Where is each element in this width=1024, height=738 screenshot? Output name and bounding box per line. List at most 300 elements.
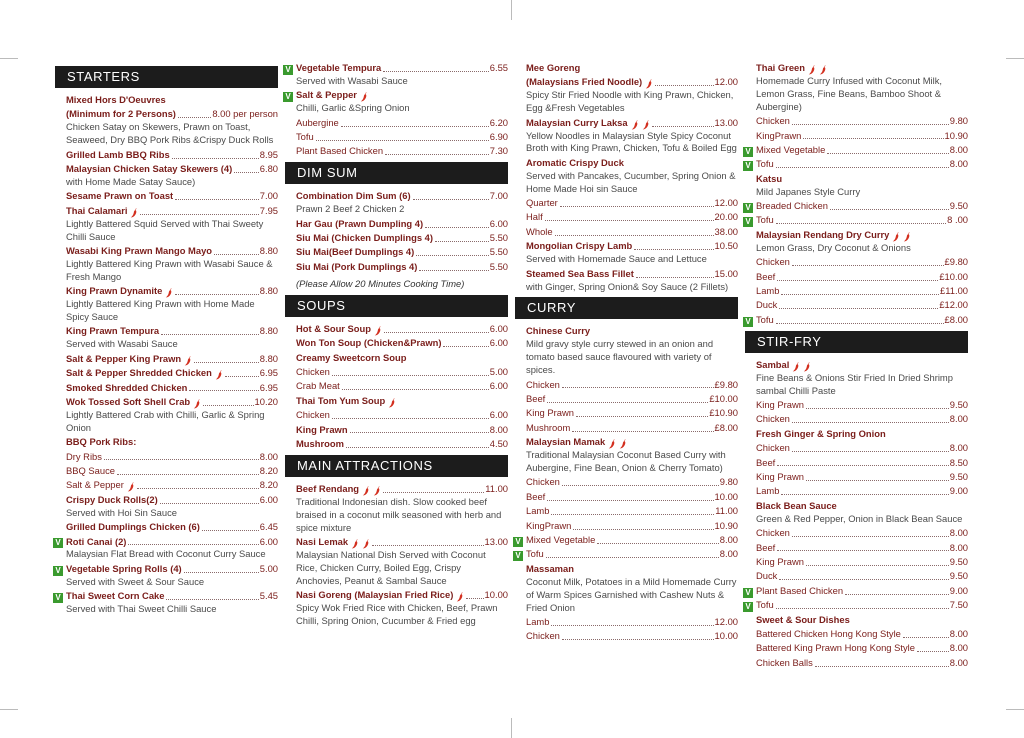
menu-item [66, 163, 278, 189]
dot-leader [551, 625, 713, 626]
item-name: Chicken [296, 409, 330, 421]
item-price: £9.80 [714, 378, 738, 390]
menu-item-row [515, 548, 738, 561]
menu-item-row [756, 173, 968, 186]
menu-item [745, 214, 968, 227]
menu-item [756, 500, 968, 526]
item-name: Har Gau (Prawn Dumpling 4) [296, 217, 424, 229]
chili-pepper-icon [892, 232, 900, 242]
item-price: 7.30 [489, 145, 508, 157]
menu-item [526, 505, 738, 518]
dot-leader [443, 346, 488, 347]
item-description: Homemade Curry Infused with Coconut Milk, Lemon Grass, Fine Beans, Bamboo Shoot & Aubergine) [756, 74, 943, 112]
vegetarian-icon: V [743, 217, 753, 227]
item-name: King Prawn [756, 555, 804, 567]
menu-item-row [296, 395, 508, 408]
item-price: £9.80 [944, 256, 968, 268]
dot-leader [562, 485, 719, 486]
menu-item [526, 379, 738, 392]
menu-item [66, 367, 278, 380]
item-name: Vegetable Tempura [296, 62, 382, 73]
item-price: 6.45 [259, 521, 278, 533]
menu-item [526, 407, 738, 420]
item-name: Lamb [756, 285, 780, 296]
dot-leader [332, 375, 489, 376]
item-description: Traditional Indonesian dish. Slow cooked beef braised in a coconut milk seasoned with herb and spice mixture [296, 495, 502, 533]
vegetarian-icon: V [743, 317, 753, 327]
item-price: 13.00 [484, 535, 508, 547]
menu-item-row [296, 380, 508, 393]
item-name: Battered King Prawn Hong Kong Style [756, 642, 915, 654]
menu-item [66, 451, 278, 464]
dot-leader [779, 308, 938, 309]
menu-item [296, 190, 508, 216]
section-header-wrap [285, 455, 508, 477]
item-price: 10.50 [714, 240, 738, 252]
dot-leader [203, 405, 253, 406]
item-name: Duck [756, 570, 778, 582]
menu-item [296, 395, 508, 408]
dot-leader [903, 637, 949, 638]
item-description: Spicy Wok Fried Rice with Chicken, Beef, Prawn Chilli, Spring Onion, Cucumber & Fried egg [296, 602, 498, 626]
chili-pepper-icon [127, 482, 135, 492]
item-price: 8.00 [949, 527, 968, 539]
menu-item [66, 190, 278, 203]
menu-item [756, 359, 968, 398]
item-price: 10.00 [484, 589, 508, 601]
menu-item [756, 115, 968, 128]
chili-pepper-icon [642, 120, 650, 130]
menu-item-row [66, 94, 278, 107]
menu-item [756, 542, 968, 555]
item-name: Chicken [756, 413, 790, 425]
item-name: Hot & Sour Soup [296, 322, 371, 334]
section-header-wrap [55, 66, 278, 88]
menu-item [296, 366, 508, 379]
item-name: Salt & Pepper [66, 479, 124, 491]
item-name: Beef [756, 270, 776, 282]
menu-item-row [756, 399, 968, 412]
menu-item [526, 117, 738, 156]
dot-leader [562, 639, 714, 640]
menu-item [66, 285, 278, 324]
item-price: 10.20 [254, 395, 278, 407]
item-name: Tofu [756, 313, 774, 325]
menu-item [66, 436, 278, 449]
item-price: 6.00 [259, 493, 278, 505]
crop-mark [0, 709, 18, 710]
item-price: 20.00 [714, 211, 738, 223]
dot-leader [845, 594, 949, 595]
item-price: 38.00 [714, 225, 738, 237]
chili-pepper-icon [193, 399, 201, 409]
item-name: Siu Mai (Pork Dumplings 4) [296, 260, 418, 272]
item-name: Lamb [756, 485, 780, 497]
menu-item-row [66, 396, 278, 409]
menu-item [756, 570, 968, 583]
dot-leader [652, 126, 714, 127]
vegetarian-icon: V [53, 566, 63, 576]
menu-item-row [526, 407, 738, 420]
item-price: 7.00 [259, 190, 278, 202]
chili-pepper-icon [184, 356, 192, 366]
item-price: 6.00 [489, 337, 508, 349]
menu-item [66, 149, 278, 162]
menu-item-row [66, 163, 278, 176]
menu-item-row [66, 108, 278, 121]
menu-item [756, 285, 968, 298]
menu-item [285, 62, 508, 88]
menu-item-row [756, 256, 968, 269]
item-price: 6.20 [489, 116, 508, 128]
section-header-wrap [285, 162, 508, 184]
section-header-soups: SOUPS [285, 295, 508, 317]
item-description: Mild Japanes Style Curry [756, 185, 861, 197]
menu-item [756, 556, 968, 569]
item-name: Sesame Prawn on Toast [66, 190, 174, 202]
menu-item-row [296, 232, 508, 245]
menu-item [756, 642, 968, 655]
item-name: Thai Green [756, 62, 805, 73]
item-price: 8.20 [259, 479, 278, 491]
menu-item-row [756, 500, 968, 513]
chili-pepper-icon [619, 439, 627, 449]
menu-item-row [296, 131, 508, 144]
item-name: Katsu [756, 172, 783, 184]
vegetarian-icon: V [513, 551, 523, 561]
menu-item-row [66, 465, 278, 478]
menu-item-row [55, 562, 278, 576]
item-name: Tofu [296, 131, 314, 143]
item-price: 6.90 [489, 131, 508, 143]
menu-item-row [745, 158, 968, 171]
item-price: 4.50 [489, 437, 508, 449]
item-price: 8.00 [719, 548, 738, 560]
dot-leader [194, 362, 259, 363]
chili-pepper-icon [608, 439, 616, 449]
chili-pepper-icon [373, 486, 381, 496]
item-description: Malaysian National Dish Served with Coconut Rice, Chicken Curry, Boiled Egg, Crispy Anchovies, Peanut & Sambal Sauce [296, 548, 486, 586]
menu-item [526, 62, 738, 75]
item-name: Fresh Ginger & Spring Onion [756, 427, 886, 439]
dot-leader [175, 294, 258, 295]
item-name: Sambal [756, 358, 790, 370]
menu-item [526, 616, 738, 629]
menu-item-row [66, 325, 278, 338]
vegetarian-icon: V [743, 588, 753, 598]
item-price: £8.00 [714, 421, 738, 433]
menu-item-row [745, 313, 968, 327]
dot-leader [792, 451, 949, 452]
menu-item-row [296, 483, 508, 496]
dot-leader [435, 241, 489, 242]
dot-leader [140, 214, 258, 215]
menu-item [66, 382, 278, 395]
item-price: 9.80 [719, 476, 738, 488]
dot-leader [128, 544, 258, 545]
chili-pepper-icon [456, 592, 464, 602]
item-price: 10.00 [714, 630, 738, 642]
menu-item-row [526, 211, 738, 224]
item-name: Siu Mai(Beef Dumplings 4) [296, 246, 415, 258]
menu-item-row [526, 226, 738, 239]
dot-leader [546, 557, 719, 558]
item-price: 8.00 [719, 534, 738, 545]
menu-item [745, 599, 968, 612]
item-price: 7.00 [489, 190, 508, 202]
item-name: Beef Rendang [296, 482, 360, 494]
dot-leader [562, 387, 714, 388]
menu-item-row [756, 527, 968, 540]
section-header-dim-sum: DIM SUM [285, 162, 508, 184]
item-name: Salt & Pepper [296, 89, 357, 101]
item-price: 12.00 [714, 76, 738, 88]
item-name: Duck [756, 299, 778, 311]
item-price: 9.00 [949, 584, 968, 596]
item-name: Malaysian Rendang Dry Curry [756, 228, 890, 240]
menu-item [526, 630, 738, 643]
item-name: Won Ton Soup (Chicken&Prawn) [296, 337, 442, 349]
menu-item-row [526, 422, 738, 435]
menu-item [756, 614, 968, 627]
item-name: Mushroom [296, 437, 344, 449]
dot-leader [827, 153, 948, 154]
menu-item [296, 323, 508, 336]
menu-item-row [515, 534, 738, 547]
item-price: 6.95 [259, 367, 278, 379]
menu-item [756, 413, 968, 426]
dot-leader [777, 550, 948, 551]
item-description: Served with Hoi Sin Sauce [66, 506, 177, 518]
vegetarian-icon: V [743, 602, 753, 612]
menu-item [515, 534, 738, 547]
dot-leader [547, 500, 713, 501]
chili-pepper-icon [130, 208, 138, 218]
menu-item-row [296, 190, 508, 203]
menu-item-row [756, 62, 968, 75]
menu-item [296, 261, 508, 274]
section-header-wrap [515, 297, 738, 319]
item-price: 13.00 [714, 116, 738, 128]
menu-item-row [756, 642, 968, 655]
dot-leader [342, 389, 489, 390]
menu-item-row [526, 379, 738, 392]
menu-item [66, 353, 278, 366]
menu-item [296, 589, 508, 628]
dot-leader [792, 265, 944, 266]
item-description: Prawn 2 Beef 2 Chicken 2 [296, 203, 405, 215]
menu-item-row [756, 413, 968, 426]
item-price: 8.00 [949, 442, 968, 454]
dot-leader [372, 545, 483, 546]
item-price: 11.00 [715, 505, 738, 517]
menu-item [756, 657, 968, 670]
chili-pepper-icon [808, 65, 816, 75]
dot-leader [781, 494, 948, 495]
item-name: Chicken [756, 256, 790, 268]
menu-item-row [296, 323, 508, 336]
item-price: 9.50 [949, 570, 968, 582]
item-name: Chicken [526, 476, 560, 488]
item-name: Dry Ribs [66, 450, 102, 462]
menu-item [756, 628, 968, 641]
dot-leader [225, 376, 259, 377]
item-name: Massaman [526, 562, 574, 574]
item-description: with Ginger, Spring Onion& Soy Sauce (2 Fillets) [526, 280, 729, 292]
item-price: 8.00 [489, 423, 508, 435]
item-description: Lemon Grass, Dry Coconut & Onions [756, 241, 911, 253]
item-name: Chicken [526, 630, 560, 642]
dot-leader [160, 503, 259, 504]
dot-leader [776, 323, 944, 324]
item-price: 7.50 [949, 599, 968, 611]
menu-item-row [66, 382, 278, 395]
menu-item-row [55, 590, 278, 603]
menu-item [526, 268, 738, 294]
item-name: Chicken [526, 378, 560, 390]
item-price: 8.00 [949, 541, 968, 553]
item-price: 5.50 [489, 260, 508, 272]
item-name: Mee Goreng [526, 62, 581, 73]
item-name: Mongolian Crispy Lamb [526, 240, 633, 252]
item-name: Malaysian Chicken Satay Skewers (4) [66, 163, 233, 175]
dot-leader [117, 474, 259, 475]
menu-item [66, 479, 278, 492]
menu-item [55, 590, 278, 616]
menu-item-row [296, 117, 508, 130]
dot-leader [547, 402, 708, 403]
dot-leader [384, 332, 489, 333]
dot-leader [792, 422, 949, 423]
menu-item-row [526, 563, 738, 576]
menu-item-row [296, 424, 508, 437]
menu-item-row [526, 520, 738, 533]
item-description: Mild gravy style curry stewed in an onion and tomato based sauce flavoured with variety of spices. [526, 338, 714, 376]
dot-leader [332, 418, 489, 419]
menu-item-row [756, 556, 968, 569]
item-description: Lightly Battered King Prawn with Wasabi Sauce & Fresh Mango [66, 257, 273, 282]
item-price: 8.00 [949, 642, 968, 654]
dot-leader [572, 431, 713, 432]
item-price: 6.80 [259, 163, 278, 175]
section-header-curry: CURRY [515, 297, 738, 319]
menu-item-row [66, 367, 278, 380]
item-name: Steamed Sea Bass Fillet [526, 267, 634, 279]
menu-item [526, 563, 738, 615]
menu-item [296, 218, 508, 231]
dot-leader [555, 235, 714, 236]
menu-item [745, 158, 968, 171]
item-name: Salt & Pepper Shredded Chicken [66, 367, 212, 379]
menu-item [756, 229, 968, 255]
dot-leader [576, 416, 708, 417]
menu-column-2 [285, 62, 508, 629]
cooking-time-note: (Please Allow 20 Minutes Cooking Time) [296, 277, 465, 289]
item-name: Creamy Sweetcorn Soup [296, 351, 407, 363]
dot-leader [777, 280, 938, 281]
item-name: King Prawn [756, 470, 804, 482]
item-name: Beef [756, 541, 776, 553]
item-description: Served with Sweet & Sour Sauce [66, 575, 205, 587]
menu-item [526, 76, 738, 115]
item-name: Thai Sweet Corn Cake [66, 590, 165, 602]
dot-leader [161, 334, 259, 335]
section-header-starters: STARTERS [55, 66, 278, 88]
vegetarian-icon: V [743, 203, 753, 213]
item-description: Served with Wasabi Sauce [296, 74, 408, 86]
item-name: Mixed Vegetable [756, 143, 826, 155]
vegetarian-icon: V [53, 538, 63, 548]
chili-pepper-icon [819, 65, 827, 75]
section-header-wrap [745, 331, 968, 353]
menu-item [526, 520, 738, 533]
item-name: Nasi Lemak [296, 535, 349, 547]
menu-item [526, 325, 738, 377]
item-name: Whole [526, 225, 553, 237]
item-name: Beef [526, 392, 546, 404]
item-description: Malaysian Flat Bread with Coconut Curry Sauce [66, 548, 266, 560]
item-name: Wasabi King Prawn Mango Mayo [66, 244, 213, 256]
menu-item-row [526, 62, 738, 75]
dot-leader [573, 529, 713, 530]
menu-item [526, 226, 738, 239]
menu-item-row [296, 366, 508, 379]
crop-mark [511, 0, 512, 20]
menu-item-row [745, 200, 968, 213]
menu-item-row [526, 117, 738, 130]
menu-item-row [296, 218, 508, 231]
item-name: Lamb [526, 505, 550, 517]
menu-item-row [756, 457, 968, 470]
dot-leader [830, 209, 949, 210]
item-price: 6.95 [259, 381, 278, 393]
menu-item-row [756, 428, 968, 441]
item-name: Crispy Duck Rolls(2) [66, 493, 158, 505]
menu-item-row [756, 485, 968, 498]
item-price: 8.00 [949, 656, 968, 668]
menu-item [296, 337, 508, 350]
chili-pepper-icon [165, 288, 173, 298]
menu-item-row [296, 352, 508, 365]
menu-item [296, 536, 508, 588]
item-description: Served with Pancakes, Cucumber, Spring Onion & Home Made Hoi sin Sauce [526, 169, 736, 194]
menu-item [296, 246, 508, 259]
item-price: 9.00 [949, 485, 968, 497]
item-price: 6.00 [489, 322, 508, 334]
menu-item-row [526, 157, 738, 170]
menu-item [756, 271, 968, 284]
menu-item [745, 584, 968, 598]
menu-item [526, 240, 738, 266]
item-name: Mushroom [526, 421, 571, 433]
crop-mark [511, 718, 512, 738]
item-description: Green & Red Pepper, Onion in Black Bean Sauce [756, 512, 963, 524]
item-description: Fine Beans & Onions Stir Fried In Dried Shrimp sambal Chilli Paste [756, 371, 953, 396]
item-name: Siu Mai (Chicken Dumplings 4) [296, 232, 433, 244]
menu-item [296, 352, 508, 365]
item-name: Tofu [526, 548, 544, 560]
menu-item [66, 94, 278, 107]
dot-leader [545, 220, 714, 221]
vegetarian-icon: V [283, 92, 293, 102]
item-name: Beef [756, 456, 776, 468]
menu-item-row [526, 476, 738, 489]
dot-leader [137, 488, 259, 489]
menu-item-row [296, 337, 508, 350]
chili-pepper-icon [362, 486, 370, 496]
chili-pepper-icon [903, 232, 911, 242]
dot-leader [104, 459, 259, 460]
